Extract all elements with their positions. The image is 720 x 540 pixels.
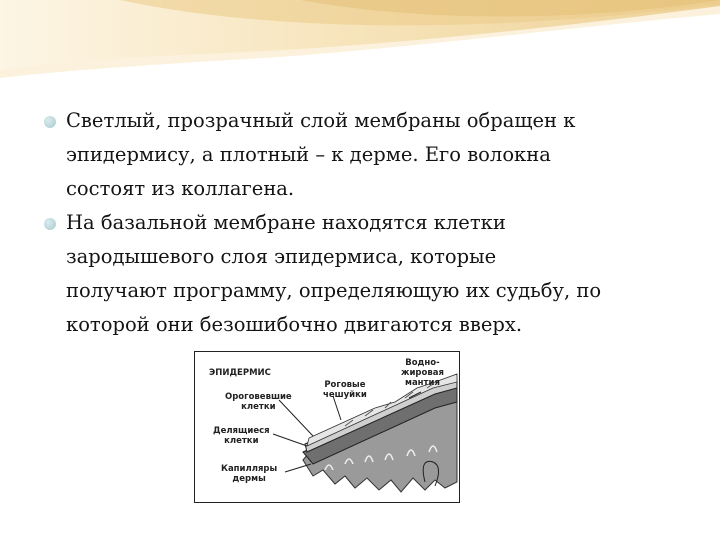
bullet-text: [66, 206, 694, 342]
bullet-item: [44, 104, 694, 206]
bullet-line: Светлый, прозрачный слой мембраны обращен к: [66, 109, 576, 132]
skin-layers-figure: [194, 351, 460, 503]
bullet-dot-icon: [44, 218, 56, 230]
label-horny-scales: Роговые чешуйки: [323, 380, 367, 400]
bullet-line: получают программу, определяющую их судьбу, по: [66, 279, 602, 302]
label-dividing-cells: Делящиеся клетки: [213, 426, 270, 446]
bullet-text: [66, 104, 694, 206]
bullet-item: [44, 206, 694, 342]
label-keratinized-cells: Ороговевшие клетки: [225, 392, 292, 412]
bullet-list: [44, 104, 694, 342]
header-swoosh-decoration: [0, 0, 720, 90]
bullet-line: эпидермису, а плотный – к дерме. Его волокна: [66, 143, 551, 166]
label-epidermis: ЭПИДЕРМИС: [209, 368, 271, 378]
bullet-line: зародышевого слоя эпидермиса, которые: [66, 245, 497, 268]
bullet-line: которой они безошибочно двигаются вверх.: [66, 313, 523, 336]
label-dermis-capillaries: Капилляры дермы: [221, 464, 278, 484]
bullet-dot-icon: [44, 116, 56, 128]
label-water-lipid-mantle: Водно- жировая мантия: [401, 358, 444, 388]
bullet-line: состоят из коллагена.: [66, 177, 295, 200]
bullet-line: На базальной мембране находятся клетки: [66, 211, 506, 234]
